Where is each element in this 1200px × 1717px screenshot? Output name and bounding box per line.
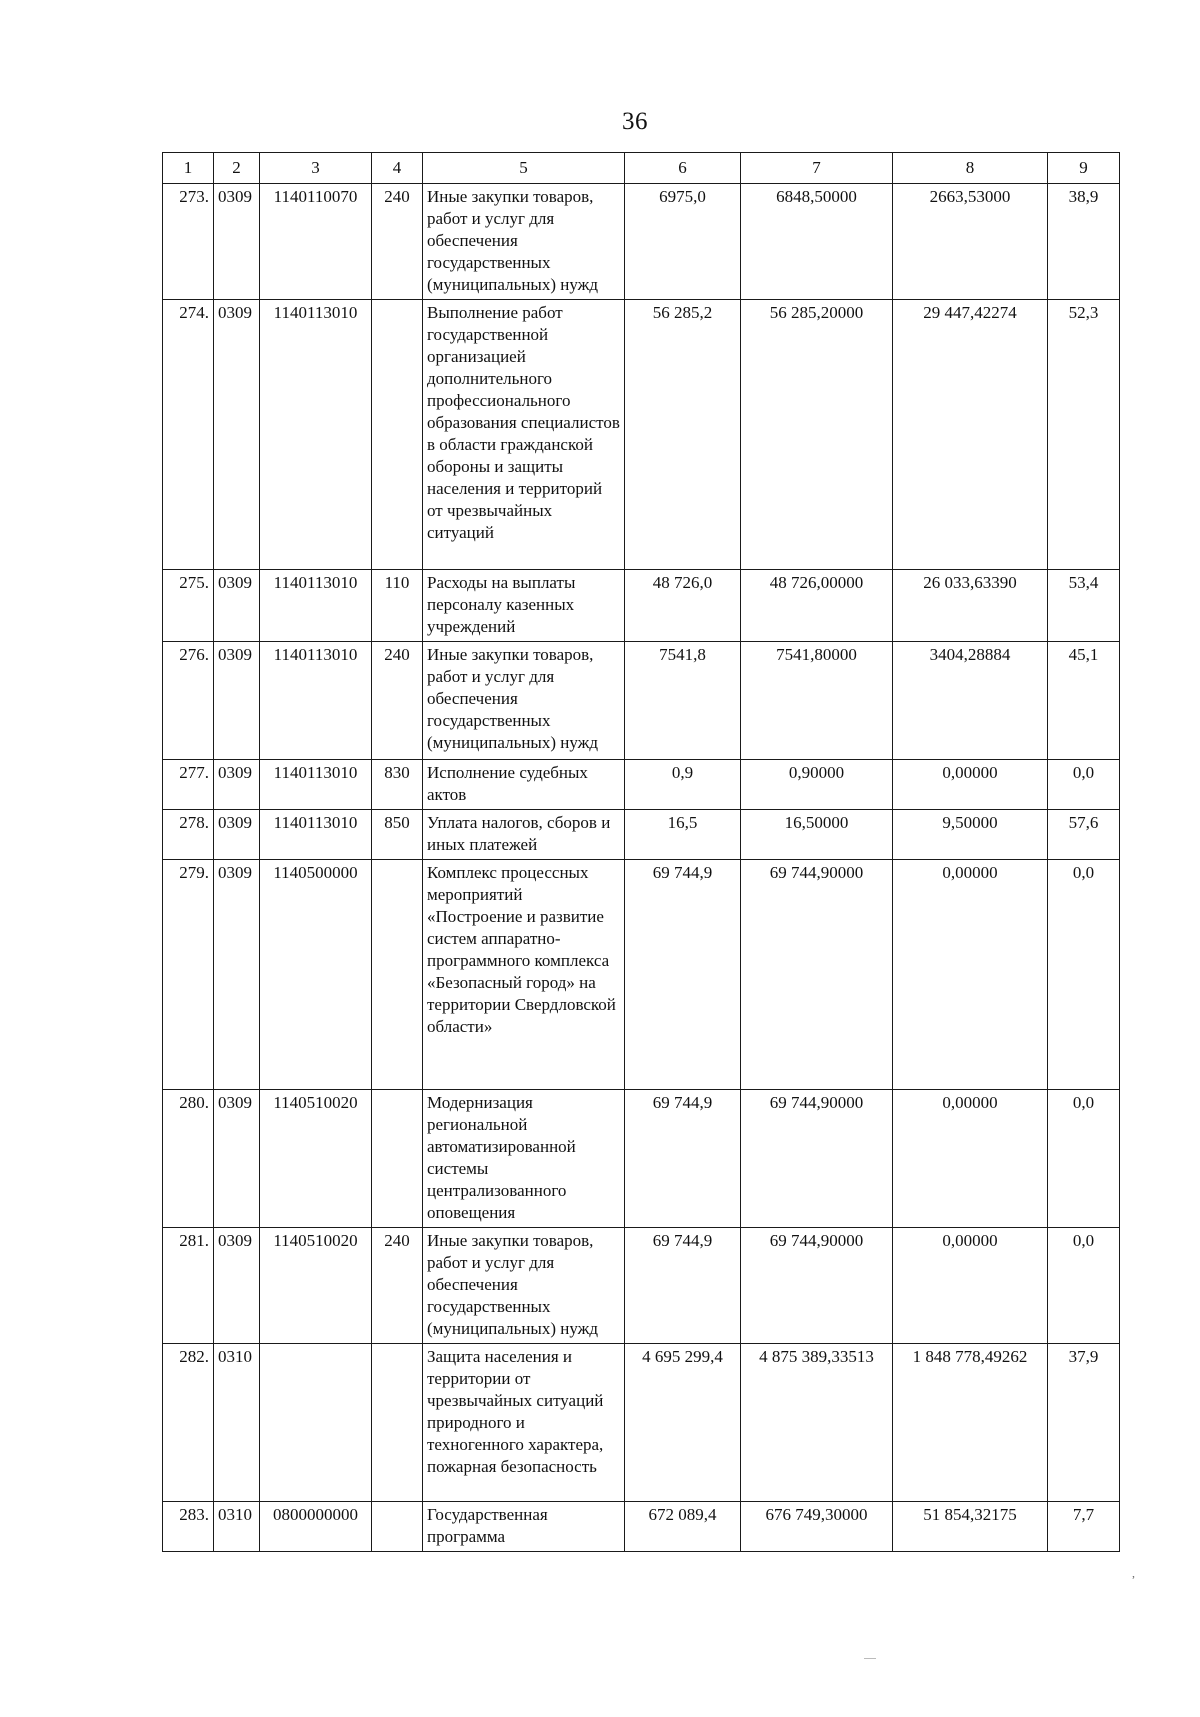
execution-percent: 0,0	[1048, 760, 1120, 810]
section-code: 0309	[214, 1228, 260, 1344]
approved-amount: 56 285,20000	[741, 300, 893, 570]
execution-percent: 52,3	[1048, 300, 1120, 570]
expense-type-code	[372, 1502, 423, 1552]
table-row	[163, 1502, 1120, 1552]
section-code: 0309	[214, 642, 260, 760]
executed-amount: 2663,53000	[893, 184, 1048, 300]
page-number: 36	[622, 108, 648, 135]
table-row	[163, 570, 1120, 642]
target-article-code: 1140510020	[260, 1090, 372, 1228]
target-article-code: 1140113010	[260, 570, 372, 642]
approved-amount: 0,90000	[741, 760, 893, 810]
expense-name: Выполнение работ государственной организацией дополнительного профессионального образования специалистов в области гражданской обороны и защиты населения и территорий от чрезвычайных ситуаций	[423, 300, 625, 570]
header-cell: 3	[260, 153, 372, 184]
row-number: 277.	[163, 760, 214, 810]
planned-amount: 672 089,4	[625, 1502, 741, 1552]
expense-type-code: 240	[372, 1228, 423, 1344]
approved-amount: 6848,50000	[741, 184, 893, 300]
executed-amount: 1 848 778,49262	[893, 1344, 1048, 1502]
expense-name: Иные закупки товаров, работ и услуг для обеспечения государственных (муниципальных) нужд	[423, 1228, 625, 1344]
approved-amount: 7541,80000	[741, 642, 893, 760]
expense-type-code: 110	[372, 570, 423, 642]
table-row	[163, 184, 1120, 300]
planned-amount: 48 726,0	[625, 570, 741, 642]
expense-name: Защита населения и территории от чрезвычайных ситуаций природного и техногенного характера, пожарная безопасность	[423, 1344, 625, 1502]
header-cell: 6	[625, 153, 741, 184]
row-number: 274.	[163, 300, 214, 570]
header-cell: 5	[423, 153, 625, 184]
table-row	[163, 1228, 1120, 1344]
execution-percent: 57,6	[1048, 810, 1120, 860]
expense-type-code: 240	[372, 642, 423, 760]
row-number: 280.	[163, 1090, 214, 1228]
executed-amount: 29 447,42274	[893, 300, 1048, 570]
target-article-code: 1140110070	[260, 184, 372, 300]
execution-percent: 45,1	[1048, 642, 1120, 760]
executed-amount: 3404,28884	[893, 642, 1048, 760]
executed-amount: 0,00000	[893, 860, 1048, 1090]
execution-percent: 38,9	[1048, 184, 1120, 300]
row-number: 275.	[163, 570, 214, 642]
approved-amount: 69 744,90000	[741, 1228, 893, 1344]
table-row	[163, 810, 1120, 860]
approved-amount: 48 726,00000	[741, 570, 893, 642]
planned-amount: 56 285,2	[625, 300, 741, 570]
approved-amount: 69 744,90000	[741, 1090, 893, 1228]
table-row	[163, 642, 1120, 760]
section-code: 0309	[214, 860, 260, 1090]
header-row	[163, 153, 1120, 184]
target-article-code: 1140113010	[260, 810, 372, 860]
target-article-code: 1140113010	[260, 760, 372, 810]
expense-name: Комплекс процессных мероприятий «Построение и развитие систем аппаратно-программного комплекса «Безопасный город» на территории Свердловской области»	[423, 860, 625, 1090]
section-code: 0309	[214, 300, 260, 570]
expense-type-code	[372, 860, 423, 1090]
section-code: 0309	[214, 810, 260, 860]
expense-type-code	[372, 1090, 423, 1228]
row-number: 273.	[163, 184, 214, 300]
executed-amount: 9,50000	[893, 810, 1048, 860]
target-article-code: 1140113010	[260, 300, 372, 570]
expense-type-code: 240	[372, 184, 423, 300]
row-number: 278.	[163, 810, 214, 860]
expense-name: Государственная программа	[423, 1502, 625, 1552]
expense-name: Иные закупки товаров, работ и услуг для обеспечения государственных (муниципальных) нужд	[423, 642, 625, 760]
target-article-code: 1140500000	[260, 860, 372, 1090]
planned-amount: 0,9	[625, 760, 741, 810]
section-code: 0310	[214, 1502, 260, 1552]
planned-amount: 69 744,9	[625, 1228, 741, 1344]
section-code: 0310	[214, 1344, 260, 1502]
approved-amount: 69 744,90000	[741, 860, 893, 1090]
expense-type-code	[372, 300, 423, 570]
section-code: 0309	[214, 760, 260, 810]
execution-percent: 0,0	[1048, 1228, 1120, 1344]
section-code: 0309	[214, 184, 260, 300]
planned-amount: 69 744,9	[625, 860, 741, 1090]
execution-percent: 7,7	[1048, 1502, 1120, 1552]
expense-name: Расходы на выплаты персоналу казенных учреждений	[423, 570, 625, 642]
row-number: 276.	[163, 642, 214, 760]
executed-amount: 0,00000	[893, 760, 1048, 810]
target-article-code: 0800000000	[260, 1502, 372, 1552]
expense-name: Модернизация региональной автоматизированной системы централизованного оповещения	[423, 1090, 625, 1228]
budget-table	[162, 152, 1120, 1552]
expense-type-code	[372, 1344, 423, 1502]
header-cell: 9	[1048, 153, 1120, 184]
execution-percent: 0,0	[1048, 860, 1120, 1090]
expense-name: Иные закупки товаров, работ и услуг для обеспечения государственных (муниципальных) нужд	[423, 184, 625, 300]
section-code: 0309	[214, 570, 260, 642]
expense-name: Исполнение судебных актов	[423, 760, 625, 810]
table-row	[163, 300, 1120, 570]
expense-type-code: 850	[372, 810, 423, 860]
header-cell: 4	[372, 153, 423, 184]
planned-amount: 7541,8	[625, 642, 741, 760]
row-number: 279.	[163, 860, 214, 1090]
header-cell: 2	[214, 153, 260, 184]
executed-amount: 51 854,32175	[893, 1502, 1048, 1552]
table-row	[163, 1090, 1120, 1228]
header-cell: 8	[893, 153, 1048, 184]
executed-amount: 0,00000	[893, 1090, 1048, 1228]
executed-amount: 0,00000	[893, 1228, 1048, 1344]
row-number: 282.	[163, 1344, 214, 1502]
execution-percent: 0,0	[1048, 1090, 1120, 1228]
planned-amount: 69 744,9	[625, 1090, 741, 1228]
expense-name: Уплата налогов, сборов и иных платежей	[423, 810, 625, 860]
approved-amount: 4 875 389,33513	[741, 1344, 893, 1502]
header-cell: 7	[741, 153, 893, 184]
expense-type-code: 830	[372, 760, 423, 810]
execution-percent: 53,4	[1048, 570, 1120, 642]
header-cell: 1	[163, 153, 214, 184]
target-article-code	[260, 1344, 372, 1502]
approved-amount: 16,50000	[741, 810, 893, 860]
planned-amount: 6975,0	[625, 184, 741, 300]
section-code: 0309	[214, 1090, 260, 1228]
scan-mark-line	[864, 1658, 876, 1659]
target-article-code: 1140510020	[260, 1228, 372, 1344]
table-row	[163, 860, 1120, 1090]
row-number: 283.	[163, 1502, 214, 1552]
table-row	[163, 1344, 1120, 1502]
target-article-code: 1140113010	[260, 642, 372, 760]
scan-mark: ,	[1132, 1566, 1135, 1580]
planned-amount: 4 695 299,4	[625, 1344, 741, 1502]
table-row	[163, 760, 1120, 810]
row-number: 281.	[163, 1228, 214, 1344]
execution-percent: 37,9	[1048, 1344, 1120, 1502]
executed-amount: 26 033,63390	[893, 570, 1048, 642]
planned-amount: 16,5	[625, 810, 741, 860]
approved-amount: 676 749,30000	[741, 1502, 893, 1552]
